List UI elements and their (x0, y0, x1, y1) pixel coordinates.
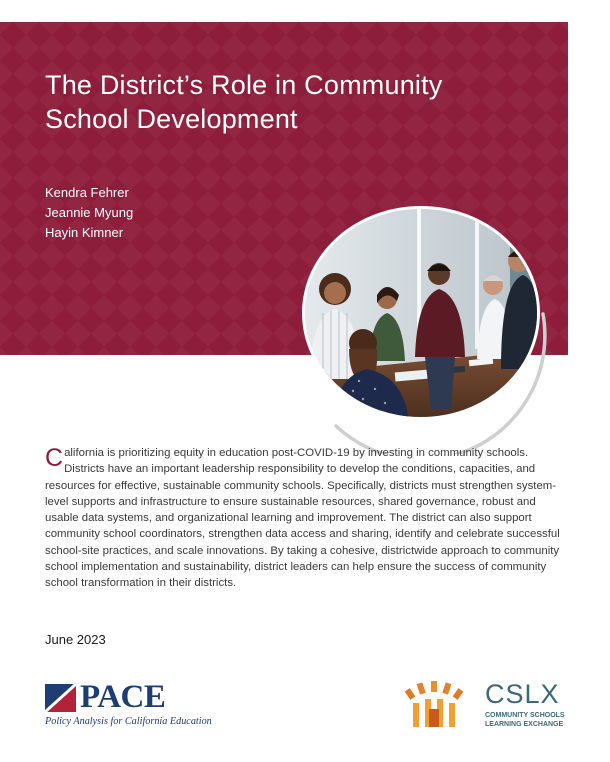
intro-text: alifornia is prioritizing equity in education post-COVID-19 by investing in community schools. Districts have an important leadership responsibility to develop the conditions, capacities, and resources for effective, sustainable community schools. Specifically, districts must strengthen system-level supports and infrastructure to ensure sustainable resources, shared governance, robust and usable data systems, and organizational learning and improvement. The district can also support community school coordinators, strengthen data access and sharing, identify and celebrate successful school-site practices, and scale innovations. By taking a cohesive, districtwide approach to community school implementation and sustainability, district leaders can help ensure the success of community school transformation in their districts. (45, 447, 560, 590)
pace-tagline: Policy Analysis for California Education (45, 716, 212, 727)
report-title: The District’s Role in Community School Development (45, 70, 443, 134)
cslx-subtitle (485, 711, 565, 729)
cslx-wordmark: CSLX (485, 679, 560, 709)
author-name: Kendra Fehrer (45, 185, 129, 200)
author-list (45, 183, 133, 243)
team-meeting-photo (302, 206, 540, 420)
pace-logo-mark-icon (45, 684, 76, 712)
author-name: Hayin Kimner (45, 225, 124, 240)
cslx-subtitle-line: LEARNING EXCHANGE (485, 721, 564, 728)
cslx-subtitle-line: COMMUNITY SCHOOLS (485, 712, 565, 719)
cslx-logo-mark-icon (403, 681, 469, 727)
pace-logo (45, 679, 240, 728)
cslx-logo (403, 681, 573, 731)
pace-wordmark: PACE (80, 679, 166, 715)
publication-date: June 2023 (45, 632, 106, 647)
team-meeting-illustration (305, 209, 540, 420)
author-name: Jeannie Myung (45, 205, 134, 220)
drop-cap: C (45, 444, 64, 472)
intro-paragraph (45, 445, 571, 592)
